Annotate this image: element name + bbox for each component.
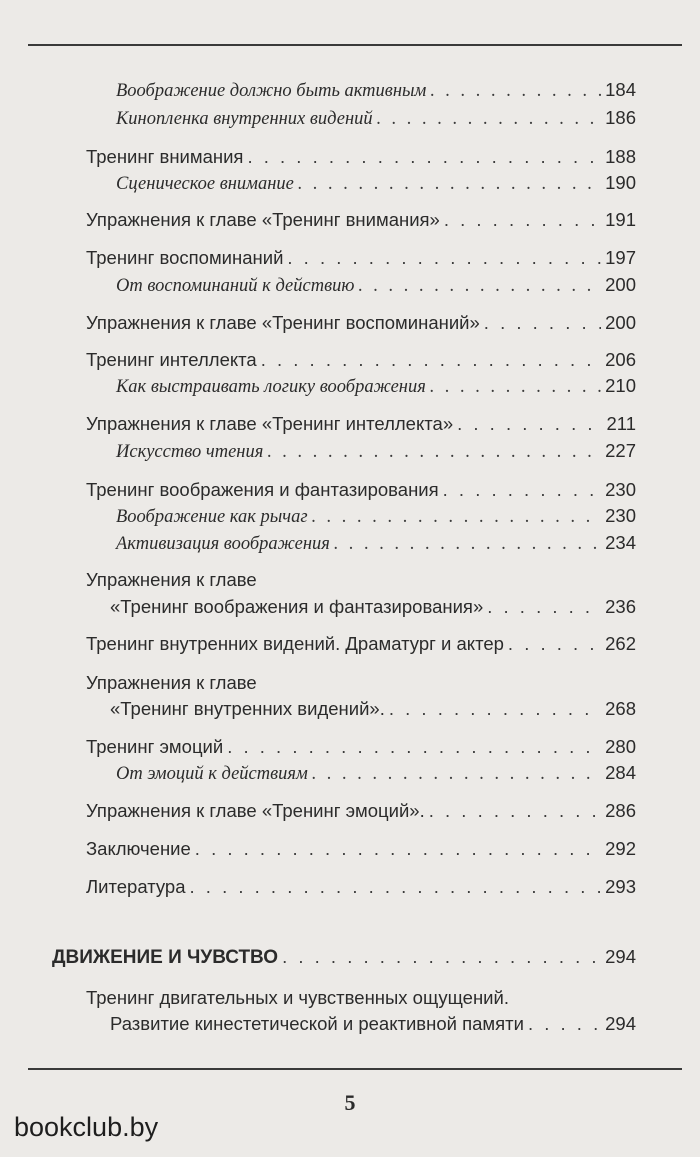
toc-title: Тренинг внимания [86,146,244,167]
leader-dots [334,531,601,557]
bottom-rule [28,1068,682,1070]
toc-page: 197 [605,247,636,268]
page-number: 5 [344,1090,356,1115]
toc-page: 210 [605,375,636,396]
toc-entry [110,1011,636,1037]
toc-page: 206 [605,349,636,370]
leader-dots [261,347,601,373]
toc-page: 286 [605,800,636,821]
toc-page: 190 [605,172,636,193]
leader-dots [457,411,602,437]
toc-page: 284 [605,762,636,783]
leader-dots [195,836,601,862]
toc-entry [86,144,636,170]
leader-dots [190,874,602,900]
toc-title: Литература [86,876,186,897]
leader-dots [247,144,601,170]
leader-dots [287,245,601,271]
leader-dots [528,1011,601,1037]
toc-title: От воспоминаний к действию [116,276,355,296]
leader-dots [377,106,601,132]
toc-page: 294 [605,1013,636,1034]
toc-title: Сценическое внимание [116,174,294,194]
leader-dots [430,78,601,104]
toc-title: Развитие кинестетической и реактивной памяти [110,1013,524,1034]
toc-entry [116,105,636,132]
toc-page: 184 [605,79,636,100]
toc-entry [86,310,636,336]
toc-page: 191 [605,209,636,230]
leader-dots [298,171,601,197]
toc-page: 186 [605,107,636,128]
leader-dots [312,761,601,787]
toc-entry [110,696,636,722]
toc-title: Упражнения к главе «Тренинг интеллекта» [86,413,454,434]
toc-entry [86,477,636,503]
toc-page: 188 [605,146,636,167]
toc-entry [86,734,636,760]
toc-page: 293 [605,876,636,897]
toc-page: 211 [606,413,636,434]
leader-dots [508,631,601,657]
toc-entry [86,631,636,657]
toc-entry [116,77,636,104]
toc-entry [86,347,636,373]
leader-dots [484,310,601,336]
toc-entry [86,411,636,437]
toc-page: 200 [605,274,636,295]
watermark: bookclub.by [14,1112,159,1142]
toc-title: Воображение должно быть активным [116,81,427,101]
leader-dots [430,374,601,400]
leader-dots [358,273,601,299]
leader-dots [267,439,601,465]
toc-title: Тренинг воспоминаний [86,247,284,268]
toc-title: «Тренинг воображения и фантазирования» [110,596,484,617]
toc-title: Тренинг интеллекта [86,349,257,370]
toc-entry [116,503,636,530]
toc-section-title: ДВИЖЕНИЕ И ЧУВСТВО [52,947,279,968]
toc-title: Воображение как рычаг [116,507,308,527]
toc-page: 227 [605,440,636,461]
toc-page: 230 [605,479,636,500]
toc-entry [86,836,636,862]
toc-title: Упражнения к главе «Тренинг внимания» [86,209,440,230]
toc-title: Заключение [86,838,191,859]
toc-entry [116,170,636,197]
toc-heading: Упражнения к главе [86,569,257,590]
leader-dots [487,594,601,620]
top-rule [28,44,682,46]
toc-entry [116,272,636,299]
toc-heading: Упражнения к главе [86,672,257,693]
toc-section-entry [52,944,636,971]
toc-title: От эмоций к действиям [116,764,308,784]
toc-page: 280 [605,736,636,757]
toc-title: Искусство чтения [116,442,264,462]
leader-dots [443,477,601,503]
toc-page: 294 [605,946,636,967]
leader-dots [429,798,601,824]
toc-title: «Тренинг внутренних видений». [110,698,385,719]
toc-entry [86,798,636,824]
toc-page: 230 [605,505,636,526]
toc-page: 268 [605,698,636,719]
toc-heading: Тренинг двигательных и чувственных ощущений. [86,987,509,1008]
toc-page: 292 [605,838,636,859]
toc-title: Упражнения к главе «Тренинг эмоций». [86,800,425,821]
leader-dots [312,504,602,530]
toc-title: Тренинг эмоций [86,736,224,757]
toc-page: 236 [605,596,636,617]
toc-entry [116,760,636,787]
toc-title: Активизация воображения [116,534,330,554]
leader-dots [389,696,601,722]
toc-title: Тренинг внутренних видений. Драматург и актер [86,633,504,654]
toc-page: 262 [605,633,636,654]
toc-entry [86,874,636,900]
toc-title: Как выстраивать логику воображения [116,377,426,397]
toc-title: Тренинг воображения и фантазирования [86,479,439,500]
toc-title: Упражнения к главе «Тренинг воспоминаний» [86,312,480,333]
leader-dots [444,207,601,233]
toc-entry [116,438,636,465]
toc-entry [86,245,636,271]
toc-page: 234 [605,532,636,553]
toc-title: Кинопленка внутренних видений [116,109,373,129]
toc-page: 200 [605,312,636,333]
leader-dots [227,734,601,760]
toc-entry [116,530,636,557]
toc-entry [110,594,636,620]
toc-entry [86,207,636,233]
toc-entry [116,373,636,400]
leader-dots [282,944,601,970]
